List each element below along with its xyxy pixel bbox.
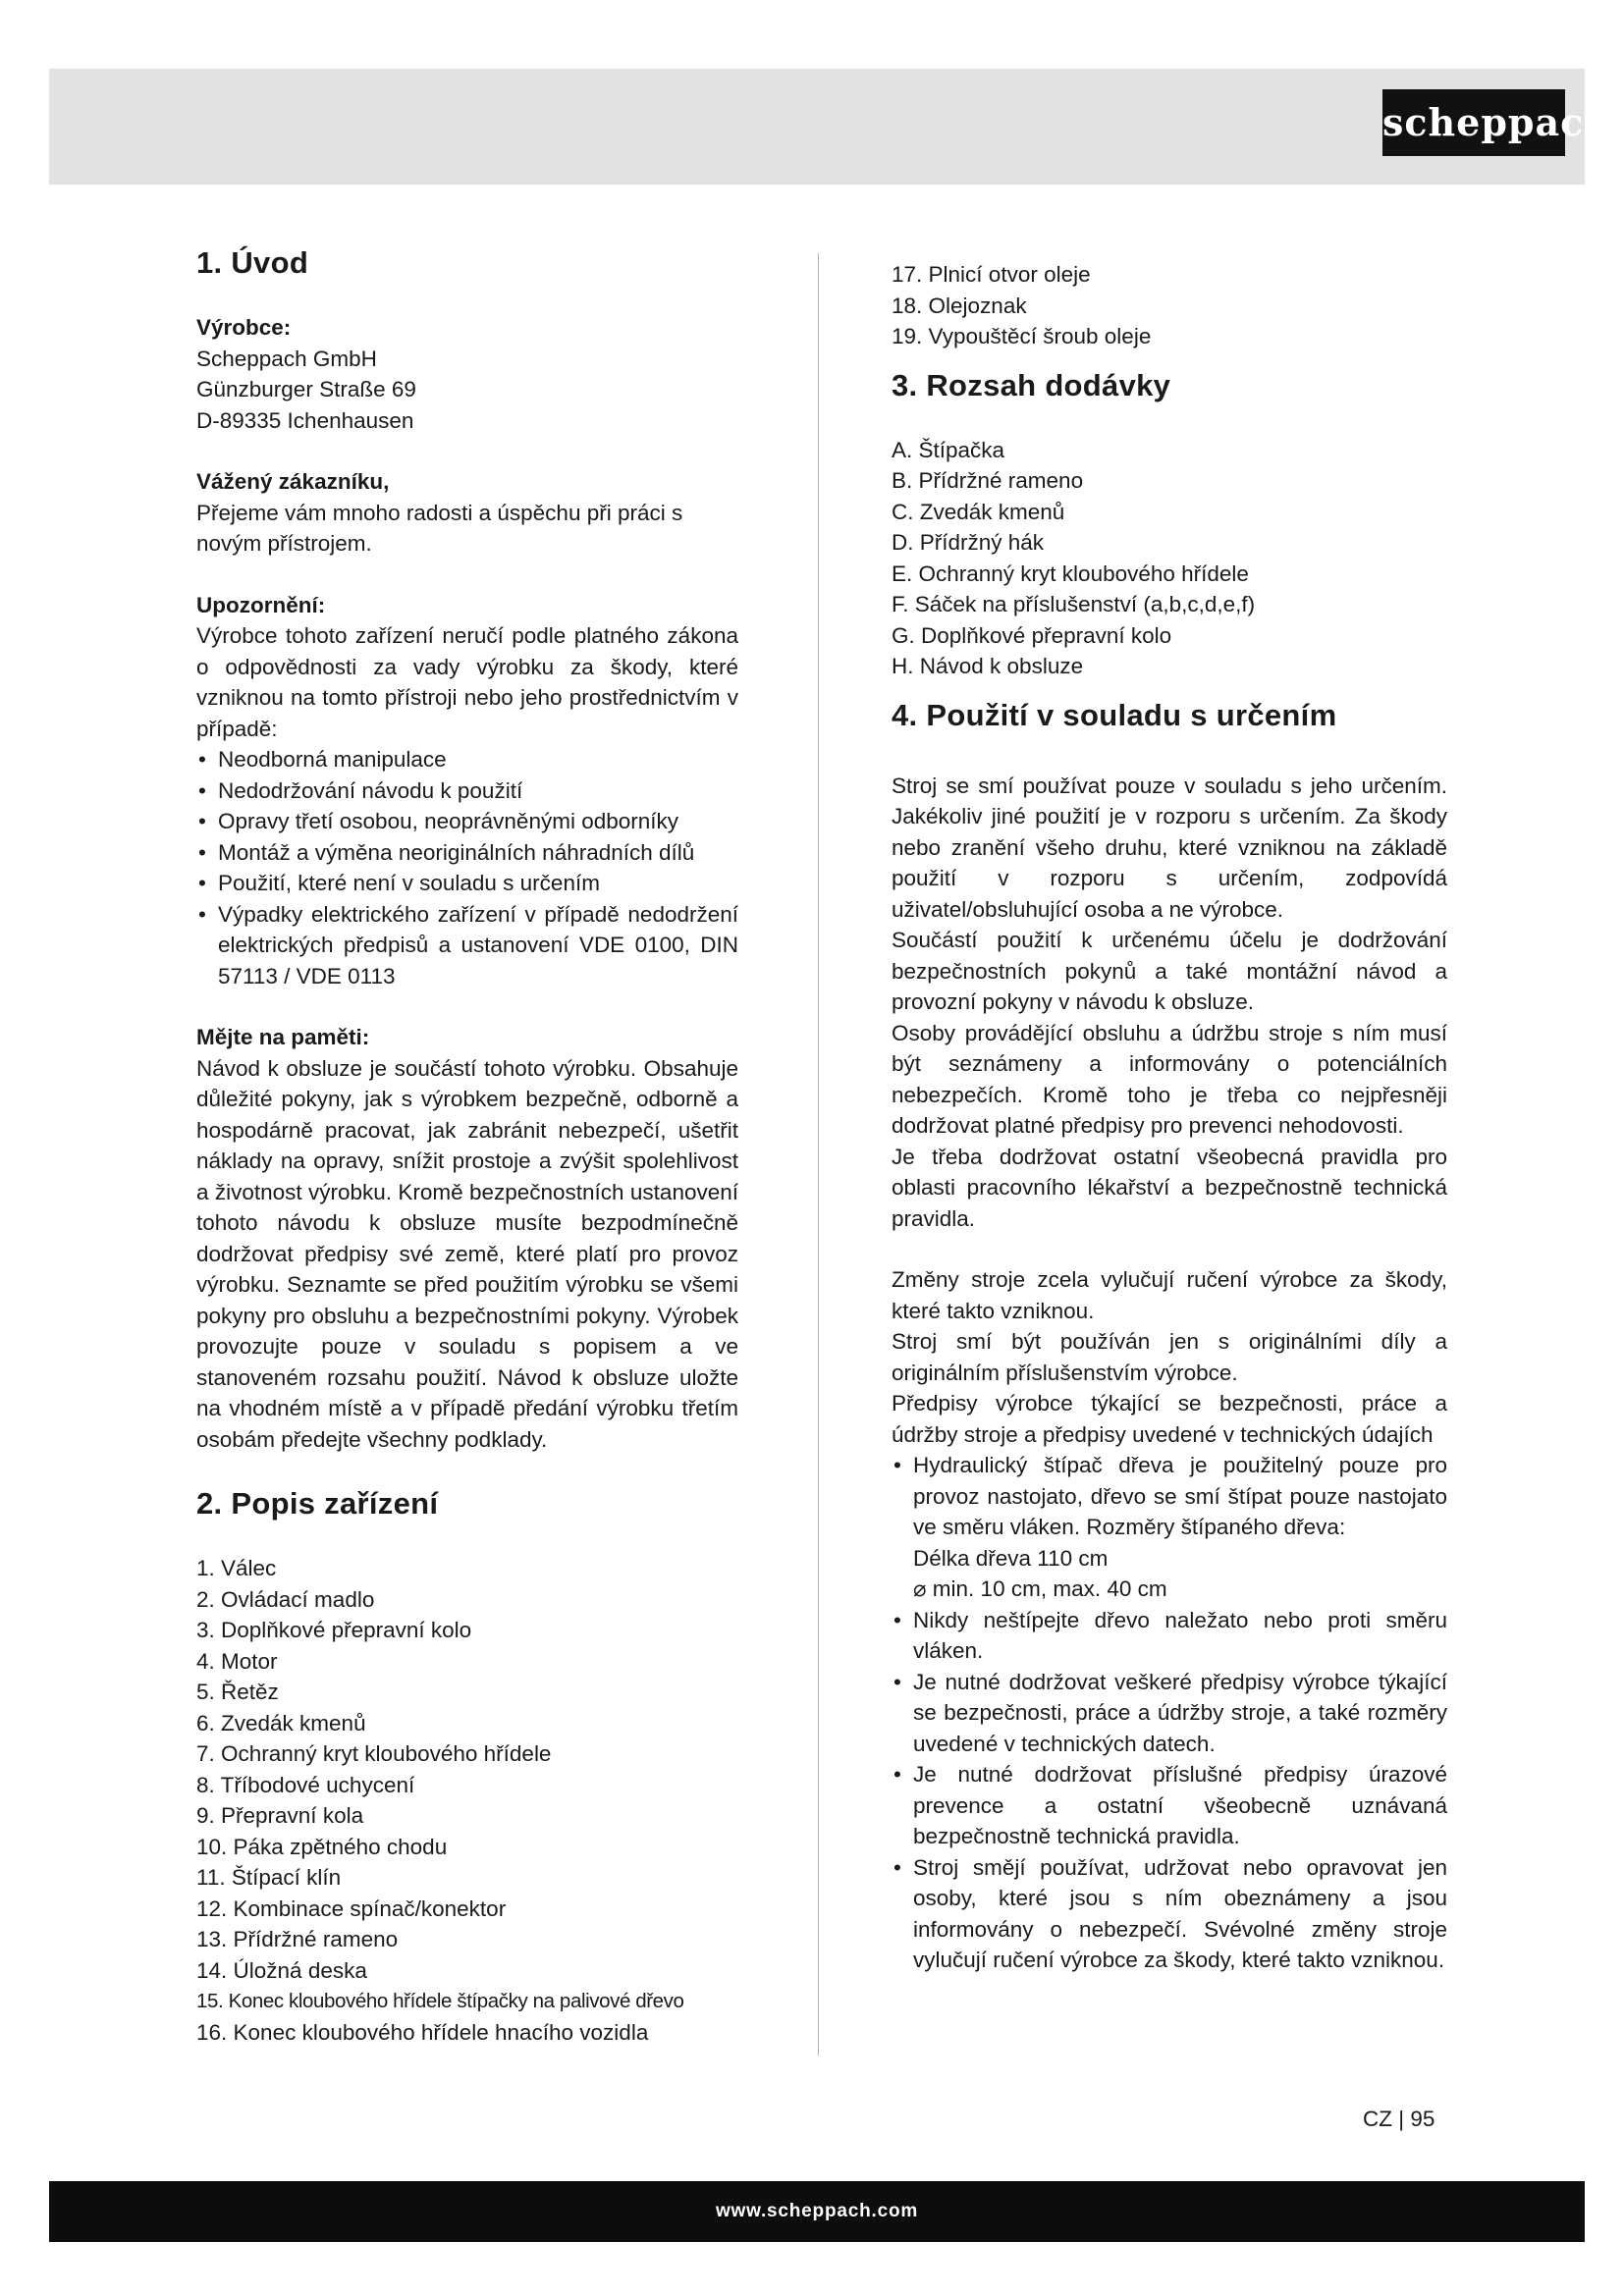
parts-list [196,1553,738,2048]
dear-customer-label: Vážený zákazníku, [196,469,390,494]
list-item: F. Sáček na příslušenství (a,b,c,d,e,f) [892,592,1256,616]
list-item: 18. Olejoznak [892,293,1027,318]
section-title-intended-use: 4. Použití v souladu s určením [892,697,1337,732]
list-item: 4. Motor [196,1648,278,1674]
list-item: • Neodborná manipulace [196,744,738,775]
list-item: 13. Přídržné rameno [196,1927,399,1951]
delivery-list [892,435,1447,682]
list-item: E. Ochranný kryt kloubového hřídele [892,561,1249,586]
notice-list [196,744,738,991]
list-item: 1. Válec [196,1556,277,1580]
list-item: C. Zvedák kmenů [892,499,1065,524]
header-band [49,69,1585,185]
list-item: B. Přídržné rameno [892,468,1084,493]
manufacturer-line: Scheppach GmbH [196,346,377,371]
list-item: • Nikdy neštípejte dřevo naležato nebo proti směru vláken. [892,1605,1447,1667]
manufacturer-label: Výrobce: [196,315,292,340]
notice-label: Upozornění: [196,592,326,617]
list-item: A. Štípačka [892,437,1005,462]
list-item: 5. Řetěz [196,1680,279,1704]
list-item: 14. Úložná deska [196,1957,367,1983]
list-item: • Je nutné dodržovat příslušné předpisy úrazové prevence a ostatní všeobecně uznávaná bezpečnostně technická pravidla. [892,1759,1447,1852]
list-item: 3. Doplňkové přepravní kolo [196,1618,472,1642]
right-column [892,259,1447,1976]
list-item: 9. Přepravní kola [196,1803,364,1828]
manufacturer-line: D-89335 Ichenhausen [196,407,414,433]
list-item: • Opravy třetí osobou, neoprávněnými odborníky [196,806,738,837]
page-number: CZ | 95 [1363,2107,1435,2131]
list-item: 11. Štípací klín [196,1865,342,1890]
footer-url[interactable]: www.scheppach.com [715,2201,919,2221]
list-item: 8. Tříbodové uchycení [196,1772,415,1797]
list-item: 16. Konec kloubového hřídele hnacího vozidla [196,2019,649,2045]
brand-logo: scheppach [1382,89,1565,156]
paragraph: Stroj se smí používat pouze v souladu s jeho určením. Jakékoliv jiné použití je v rozporu s určením. Za škody nebo zranění všeho druhu, které vzniknou na základě použití v rozporu s určením, zodpovídá uživatel/obsluhující osoba a ne výrobce. [892,773,1447,922]
section-title-intro: 1. Úvod [196,245,309,280]
list-item: G. Doplňkové přepravní kolo [892,622,1172,648]
list-item: • Výpadky elektrického zařízení v případě nedodržení elektrických předpisů a ustanovení VDE 0100, DIN 57113 / VDE 0113 [196,899,738,992]
list-item: D. Přídržný hák [892,530,1045,555]
manufacturer-line: Günzburger Straße 69 [196,377,416,401]
left-column [196,243,738,2048]
list-item-text: ⌀ min. 10 cm, max. 40 cm [913,1576,1167,1601]
list-item: • Nedodržování návodu k použití [196,775,738,807]
paragraph: Je třeba dodržovat ostatní všeobecná pravidla pro oblasti pracovního lékařství a bezpečnostně technická pravidla. [892,1144,1447,1231]
list-item: 12. Kombinace spínač/konektor [196,1896,507,1921]
list-item: 2. Ovládací madlo [196,1586,375,1612]
list-item [892,1450,1447,1605]
remember-label: Mějte na paměti: [196,1025,370,1049]
list-item: 15. Konec kloubového hřídele štípačky na palivové dřevo [196,1990,684,2012]
paragraph: Změny stroje zcela vylučují ručení výrobce za škody, které takto vzniknou. [892,1267,1447,1323]
list-item: 10. Páka zpětného chodu [196,1834,448,1859]
paragraph: Součástí použití k určenému účelu je dodržování bezpečnostních pokynů a také montážní návod a provozní pokyny v návodu k obsluze. [892,928,1447,1014]
dear-customer-text: Přejeme vám mnoho radosti a úspěchu při práci s novým přístrojem. [196,500,683,556]
paragraph: Stroj smí být používán jen s originálními díly a originálním příslušenstvím výrobce. [892,1329,1447,1385]
column-divider [818,253,819,2056]
list-item: 7. Ochranný kryt kloubového hřídele [196,1741,552,1766]
section-title-description: 2. Popis zařízení [196,1486,439,1521]
list-item: • Je nutné dodržovat veškeré předpisy výrobce týkající se bezpečnosti, práce a údržby stroje, a také rozměry uvedené v technických datech. [892,1667,1447,1760]
list-item: 19. Vypouštěcí šroub oleje [892,324,1152,348]
list-item: • Stroj smějí používat, udržovat nebo opravovat jen osoby, které jsou s ním obeznámeny a jsou informovány o nebezpečí. Svévolné změny stroje vylučují ručení výrobce za škody, které takto vzniknou. [892,1852,1447,1976]
paragraph: Předpisy výrobce týkající se bezpečnosti, práce a údržby stroje a předpisy uvedené v technických údajích [892,1391,1447,1447]
remember-text: Návod k obsluze je součástí tohoto výrobku. Obsahuje důležité pokyny, jak s výrobkem bezpečně, odborně a hospodárně pracovat, jak zabránit nebezpečí, ušetřit náklady na opravy, snížit prostoje a zvýšit spolehlivost a životnost výrobku. Kromě bezpečnostních ustanovení tohoto návodu k obsluze musíte bezpodmínečně dodržovat předpisy své země, které platí pro provoz výrobku. Seznamte se před použitím výrobku se všemi pokyny pro obsluhu a bezpečnostními pokyny. Výrobek provozujte pouze v souladu s popisem a ve stanoveném rozsahu použití. Návod k obsluze uložte na vhodném místě a v případě předání výrobku třetím osobám předejte všechny podklady. [196,1055,738,1452]
list-item-text: Hydraulický štípač dřeva je použitelný pouze pro provoz nastojato, dřevo se smí štípat pouze nastojato ve směru vláken. Rozměry štípaného dřeva: [913,1453,1447,1539]
list-item: 6. Zvedák kmenů [196,1710,366,1735]
list-item: 17. Plnicí otvor oleje [892,262,1091,287]
section-title-delivery: 3. Rozsah dodávky [892,367,1171,402]
footer-bar [49,2181,1585,2242]
list-item: • Montáž a výměna neoriginálních náhradních dílů [196,837,738,869]
intended-use-list [892,1450,1447,1976]
notice-text: Výrobce tohoto zařízení neručí podle platného zákona o odpovědnosti za vady výrobku za škody, které vzniknou na tomto přístroji nebo jeho prostřednictvím v případě: [196,623,738,741]
paragraph: Osoby provádějící obsluhu a údržbu stroje s ním musí být seznámeny a informovány o potenciálních nebezpečích. Kromě toho je třeba co nejpřesněji dodržovat platné předpisy pro prevenci nehodovosti. [892,1020,1447,1138]
parts-list-continued [892,259,1447,352]
list-item: • Použití, které není v souladu s určením [196,868,738,899]
list-item-text: Délka dřeva 110 cm [913,1545,1109,1571]
list-item: H. Návod k obsluze [892,654,1084,678]
